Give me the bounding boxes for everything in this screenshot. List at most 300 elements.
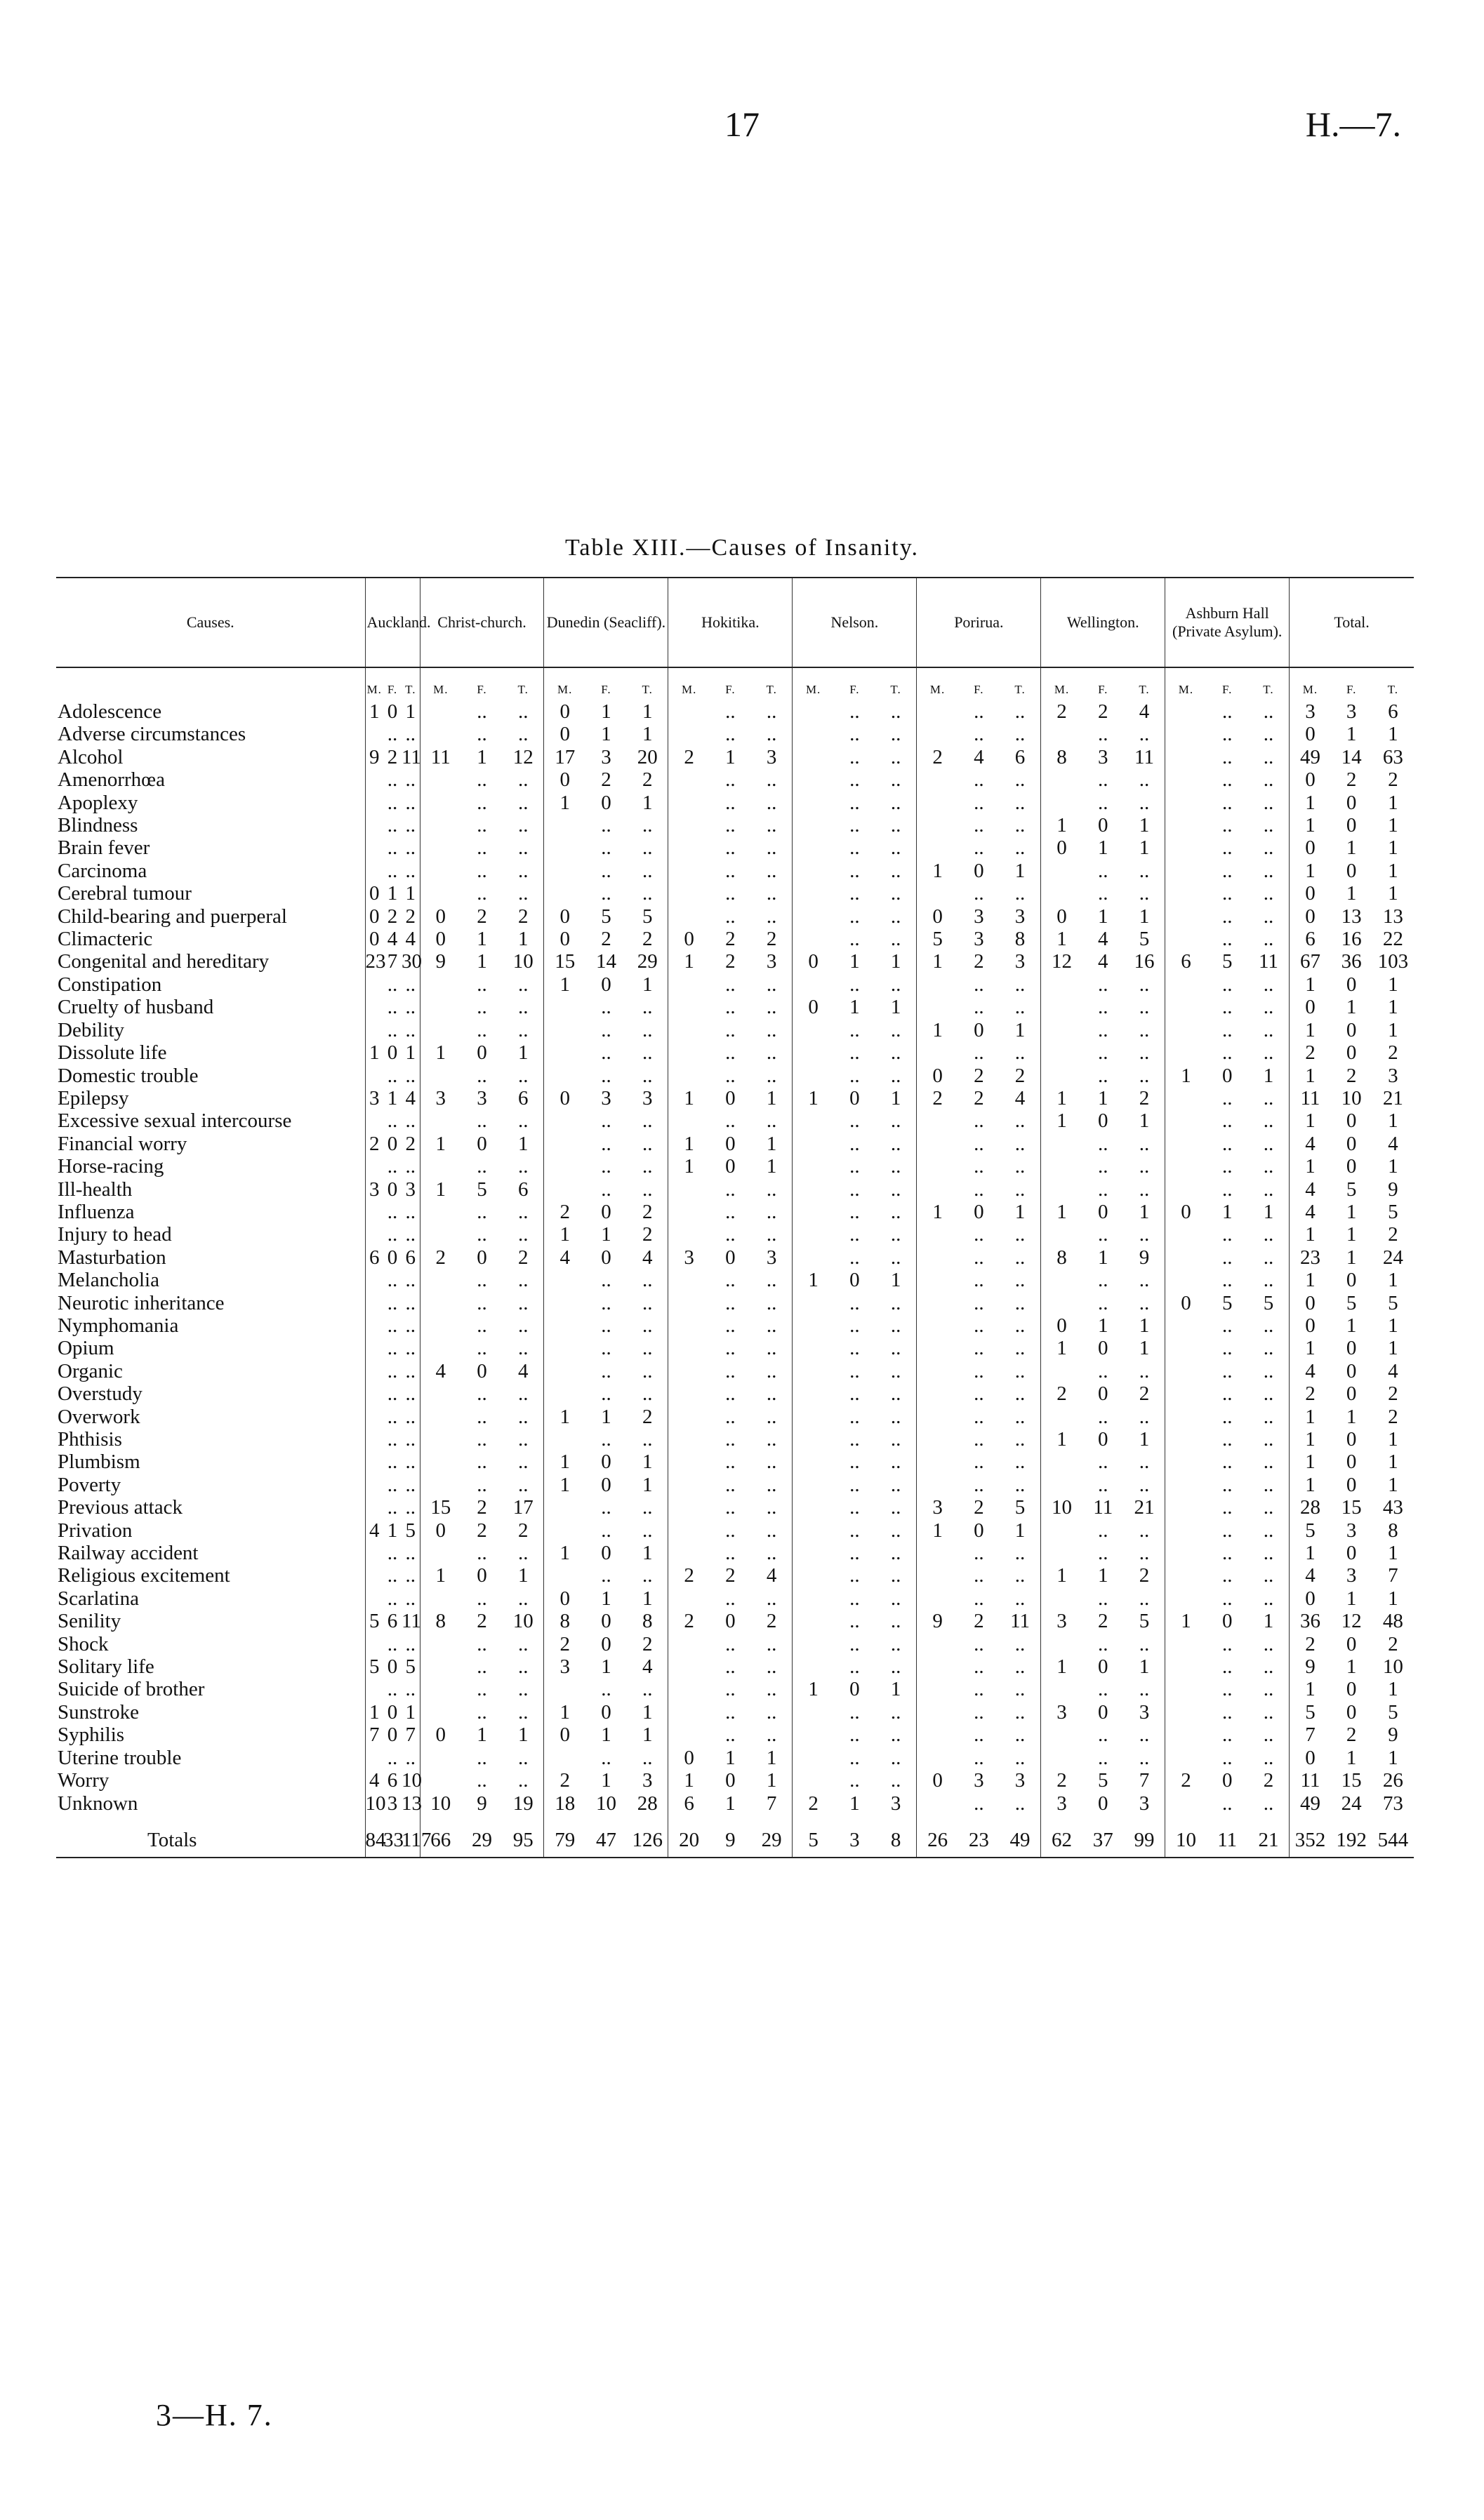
count-cell-f: ..	[387, 1269, 398, 1292]
count-cell-f: ..	[1098, 723, 1108, 746]
count-cell-m: 1	[1290, 1109, 1331, 1132]
count-cell-f: ..	[974, 1178, 984, 1201]
count-cell-m	[917, 1360, 958, 1382]
sex-subheader-m: M.	[1165, 667, 1207, 700]
count-cell-m	[365, 1337, 383, 1359]
count-cell-m: 4	[544, 1246, 585, 1269]
count-cell-f: 1	[601, 1405, 611, 1428]
table-row	[56, 1587, 1414, 1610]
count-cell-m	[668, 700, 710, 723]
count-cell-f: 0	[1346, 1632, 1357, 1655]
count-cell-m	[1041, 1041, 1082, 1064]
count-cell-f: 1	[387, 882, 398, 905]
sex-subheader-f: F.	[387, 683, 398, 696]
count-cell-m: 15	[544, 950, 585, 973]
count-cell-t: ..	[890, 1132, 901, 1155]
count-cell-f: 10	[595, 1792, 616, 1815]
count-cell-t: 1	[1139, 1109, 1150, 1133]
count-cell-m: 11	[420, 746, 461, 768]
count-cell-f: ..	[601, 1155, 611, 1178]
count-cell-m	[1041, 1678, 1082, 1700]
count-cell-t: 26	[1382, 1769, 1403, 1792]
count-cell-t: 9	[1139, 1246, 1150, 1269]
count-cell-f: 0	[1346, 1542, 1357, 1565]
count-cell-t: 1	[1014, 1018, 1026, 1041]
count-cell-f: 1	[477, 1724, 487, 1747]
count-cell-f: ..	[601, 996, 611, 1019]
count-cell-m: 0	[1165, 1201, 1207, 1223]
count-cell-m	[917, 723, 958, 745]
count-cell-t: ..	[405, 1314, 416, 1337]
count-cell-f: ..	[974, 768, 984, 792]
sex-subheader-f: F.	[1346, 683, 1357, 696]
count-cell-t: ..	[766, 1655, 777, 1679]
count-cell-t: ..	[1139, 882, 1150, 905]
count-cell-m: 3	[1041, 1701, 1082, 1724]
count-cell-f: ..	[1221, 1451, 1233, 1474]
count-cell-t: ..	[517, 1700, 529, 1724]
count-cell-f: 0	[725, 1086, 736, 1109]
count-cell-f: 0	[601, 1632, 611, 1655]
count-cell-f: 1	[1346, 1655, 1357, 1679]
count-cell-m: 2	[420, 1246, 461, 1269]
count-cell-t: ..	[1014, 1223, 1026, 1246]
count-cell-t: ..	[766, 1359, 777, 1382]
count-cell-f: ..	[387, 1382, 398, 1406]
count-cell-f: ..	[601, 1018, 611, 1041]
cause-label: Uterine trouble	[58, 1746, 182, 1769]
count-cell-t: 2	[766, 1610, 777, 1633]
count-cell-f: ..	[477, 1405, 487, 1428]
count-cell-f: 0	[601, 1473, 611, 1496]
count-cell-t: ..	[890, 1587, 901, 1610]
count-cell-m	[917, 1337, 958, 1359]
count-cell-f: ..	[477, 1678, 487, 1701]
count-cell-m: 4	[365, 1519, 383, 1542]
count-cell-m	[365, 1747, 383, 1769]
count-cell-t: ..	[642, 1382, 653, 1406]
count-cell-f: ..	[1098, 1587, 1108, 1610]
count-cell-t: ..	[766, 1405, 777, 1428]
count-cell-f: ..	[387, 859, 398, 882]
count-cell-m: 1	[1290, 1269, 1331, 1291]
count-cell-m: 1	[917, 860, 958, 882]
count-cell-f: 0	[725, 1132, 736, 1155]
count-cell-f: 5	[1221, 1291, 1233, 1314]
count-cell-t: 6	[1388, 700, 1398, 723]
count-cell-m	[917, 1542, 958, 1564]
count-cell-m: 0	[544, 1724, 585, 1746]
count-cell-f: ..	[1221, 928, 1233, 951]
count-cell-t: ..	[1139, 1155, 1150, 1178]
count-cell-t: ..	[1263, 1041, 1274, 1065]
count-cell-t: 2	[517, 905, 529, 928]
count-cell-t: ..	[642, 882, 653, 905]
count-cell-f: 2	[387, 905, 398, 928]
count-cell-t: 1	[766, 1769, 777, 1792]
count-cell-f: 11	[1093, 1496, 1113, 1519]
count-cell-f: ..	[1221, 882, 1233, 905]
count-cell-t: ..	[642, 996, 653, 1019]
count-cell-t: ..	[890, 1542, 901, 1565]
count-cell-f: ..	[477, 723, 487, 746]
count-cell-f: ..	[1221, 836, 1233, 860]
count-cell-t: ..	[1263, 859, 1274, 882]
count-cell-m	[793, 723, 834, 745]
count-cell-t: 1	[1139, 1314, 1150, 1337]
count-cell-m: 0	[917, 905, 958, 928]
count-cell-t: ..	[1263, 1519, 1274, 1542]
cause-label: Privation	[58, 1519, 133, 1542]
count-cell-t: ..	[1263, 1359, 1274, 1382]
count-cell-t: ..	[1263, 1132, 1274, 1155]
count-cell-m: 18	[544, 1792, 585, 1815]
count-cell-m	[917, 1133, 958, 1155]
count-cell-f: ..	[974, 973, 984, 996]
count-cell-t: ..	[405, 1155, 416, 1178]
count-cell-m	[1165, 1724, 1207, 1746]
count-cell-t: ..	[1014, 1632, 1026, 1655]
count-cell-f: ..	[1221, 1359, 1233, 1382]
count-cell-m	[1165, 1519, 1207, 1542]
count-cell-f: 1	[1346, 1405, 1357, 1428]
count-cell-m: 0	[1041, 836, 1082, 859]
count-cell-f: ..	[849, 1632, 860, 1655]
count-cell-t: ..	[890, 1223, 901, 1246]
count-cell-t: ..	[890, 1155, 901, 1178]
table-row	[56, 1724, 1414, 1746]
count-cell-f: ..	[387, 723, 398, 746]
count-cell-t: 1	[1388, 1678, 1398, 1701]
count-cell-t: 19	[512, 1792, 534, 1815]
count-cell-f: ..	[725, 1428, 736, 1451]
table-title: Table XIII.—Causes of Insanity.	[564, 535, 920, 561]
count-cell-m	[1165, 1633, 1207, 1655]
count-cell-m	[917, 996, 958, 1018]
cause-label: Brain fever	[58, 836, 150, 860]
count-cell-f: 0	[725, 1155, 736, 1178]
count-cell-t: ..	[766, 1542, 777, 1565]
count-cell-t: ..	[1263, 768, 1274, 792]
count-cell-m: 1	[544, 1451, 585, 1473]
count-cell-m: 0	[1290, 882, 1331, 905]
count-cell-t: 2	[642, 1200, 653, 1223]
count-cell-t: 5	[1014, 1496, 1026, 1519]
count-cell-t: ..	[517, 1587, 529, 1610]
table-row	[56, 1201, 1414, 1223]
count-cell-m: 0	[668, 928, 710, 950]
count-cell-f: ..	[387, 1451, 398, 1474]
count-cell-t: ..	[642, 859, 653, 882]
group-header-hokitika: Hokitika.	[668, 578, 793, 667]
count-cell-t: ..	[517, 1291, 529, 1314]
count-cell-t: 8	[1014, 928, 1026, 951]
count-cell-f: 3	[601, 1086, 611, 1109]
count-cell-f: ..	[601, 1041, 611, 1065]
count-cell-f: 0	[725, 1610, 736, 1633]
count-cell-m: 4	[365, 1769, 383, 1792]
count-cell-m	[917, 768, 958, 791]
count-cell-m: 2	[917, 1087, 958, 1109]
cause-label: Scarlatina	[58, 1587, 139, 1610]
count-cell-f: ..	[849, 723, 860, 746]
table-row	[56, 700, 1414, 723]
count-cell-m: 0	[544, 905, 585, 928]
count-cell-m	[793, 1406, 834, 1428]
count-cell-m	[420, 1701, 461, 1724]
count-cell-t: ..	[517, 1200, 529, 1223]
count-cell-f: 0	[477, 1132, 487, 1155]
count-cell-f: ..	[1221, 905, 1233, 928]
count-cell-f: ..	[849, 745, 860, 768]
sex-subheader-f: F.	[1222, 683, 1233, 696]
count-cell-t: ..	[1263, 745, 1274, 768]
count-cell-f: ..	[725, 1064, 736, 1087]
count-cell-t: 103	[1377, 950, 1409, 973]
cause-label: Overwork	[58, 1405, 140, 1428]
count-cell-f: ..	[725, 1200, 736, 1223]
count-cell-t: 2	[1388, 1041, 1398, 1065]
count-cell-f: 15	[1341, 1769, 1362, 1792]
count-cell-m	[544, 1496, 585, 1519]
count-cell-t: 3	[642, 1769, 653, 1792]
count-cell-t: 95	[503, 1815, 544, 1858]
count-cell-m: 0	[793, 950, 834, 973]
count-cell-m: 11	[1290, 1769, 1331, 1792]
count-cell-m	[1041, 1474, 1082, 1496]
count-cell-f: ..	[974, 723, 984, 746]
count-cell-t: ..	[405, 768, 416, 792]
count-cell-f: ..	[974, 836, 984, 860]
count-cell-f: ..	[974, 1700, 984, 1724]
table-row	[56, 1542, 1414, 1564]
count-cell-m	[793, 1769, 834, 1792]
footer-reference: 3—H. 7.	[156, 2398, 273, 2432]
count-cell-t: 2	[1388, 1223, 1398, 1246]
count-cell-f: 0	[1221, 1769, 1233, 1792]
count-cell-m: 5	[1290, 1701, 1331, 1724]
count-cell-m	[793, 1133, 834, 1155]
count-cell-t: 1	[1388, 859, 1398, 882]
count-cell-f: ..	[387, 1678, 398, 1701]
count-cell-t: ..	[517, 1018, 529, 1041]
group-header-ashburn-hall: Ashburn Hall (Private Asylum).	[1165, 578, 1290, 667]
count-cell-m	[420, 700, 461, 723]
count-cell-t: ..	[405, 973, 416, 996]
count-cell-m: 1	[365, 1701, 383, 1724]
count-cell-f: ..	[387, 1632, 398, 1655]
count-cell-f: 1	[725, 1792, 736, 1815]
count-cell-f: ..	[849, 1542, 860, 1565]
cause-label: Injury to head	[58, 1223, 172, 1246]
count-cell-t: ..	[890, 836, 901, 860]
count-cell-t: ..	[890, 791, 901, 814]
count-cell-m	[1165, 1474, 1207, 1496]
count-cell-m	[793, 814, 834, 836]
table-row	[56, 973, 1414, 996]
count-cell-f: 0	[601, 1451, 611, 1474]
count-cell-t: ..	[1014, 768, 1026, 792]
count-cell-m: 4	[1290, 1201, 1331, 1223]
count-cell-m	[420, 1451, 461, 1473]
count-cell-f: ..	[1098, 859, 1108, 882]
table-row	[56, 1633, 1414, 1655]
count-cell-m	[917, 1382, 958, 1405]
count-cell-f: ..	[387, 1018, 398, 1041]
count-cell-m: 10	[1041, 1496, 1082, 1519]
count-cell-m: 1	[1041, 1087, 1082, 1109]
count-cell-m: 0	[544, 723, 585, 745]
count-cell-f: 0	[849, 1086, 860, 1109]
count-cell-t: ..	[517, 1451, 529, 1474]
count-cell-t: ..	[766, 1632, 777, 1655]
count-cell-m	[420, 1019, 461, 1041]
count-cell-t: ..	[890, 1564, 901, 1587]
count-cell-f: ..	[601, 836, 611, 860]
count-cell-f: ..	[477, 1632, 487, 1655]
cause-label: Alcohol	[58, 745, 124, 768]
count-cell-f: ..	[387, 973, 398, 996]
count-cell-t: ..	[766, 859, 777, 882]
count-cell-f: ..	[1098, 1178, 1108, 1201]
count-cell-f: 0	[477, 1359, 487, 1382]
count-cell-t: ..	[1014, 1246, 1026, 1269]
group-header-total: Total.	[1290, 578, 1414, 667]
count-cell-t: ..	[517, 1337, 529, 1360]
count-cell-t: ..	[642, 1269, 653, 1292]
count-cell-t: 20	[637, 745, 658, 768]
count-cell-f: ..	[849, 1724, 860, 1747]
count-cell-m	[365, 1360, 383, 1382]
count-cell-f: ..	[849, 1314, 860, 1337]
count-cell-m: 20	[668, 1815, 710, 1858]
count-cell-m	[668, 1474, 710, 1496]
sex-subheader-m: M.	[668, 667, 710, 700]
count-cell-f: ..	[1098, 1359, 1108, 1382]
count-cell-t: ..	[1263, 723, 1274, 746]
count-cell-f: 9	[710, 1815, 751, 1858]
count-cell-f: 1	[1346, 723, 1357, 746]
count-cell-f: ..	[725, 1451, 736, 1474]
count-cell-m	[668, 1337, 710, 1359]
table-row	[56, 1041, 1414, 1064]
count-cell-m	[793, 973, 834, 996]
table-row	[56, 1792, 1414, 1815]
count-cell-t: 4	[405, 928, 416, 951]
count-cell-t: ..	[1139, 1746, 1150, 1769]
count-cell-f: 24	[1341, 1792, 1362, 1815]
count-cell-f: ..	[849, 1473, 860, 1496]
count-cell-f: 1	[601, 1223, 611, 1246]
count-cell-t: 2	[405, 1132, 416, 1155]
count-cell-t: ..	[1139, 1223, 1150, 1246]
count-cell-f: ..	[725, 791, 736, 814]
count-cell-m: 1	[668, 950, 710, 973]
count-cell-t: ..	[1263, 836, 1274, 860]
count-cell-m	[544, 996, 585, 1018]
count-cell-m: 1	[1290, 792, 1331, 814]
count-cell-f: ..	[387, 1291, 398, 1314]
count-cell-m	[420, 836, 461, 859]
count-cell-f: 1	[601, 1587, 611, 1610]
count-cell-m	[1165, 1655, 1207, 1678]
sex-subheader-m: M.	[1041, 667, 1082, 700]
count-cell-t: ..	[890, 1109, 901, 1133]
count-cell-m: 1	[1041, 814, 1082, 836]
count-cell-f: ..	[1221, 1496, 1233, 1519]
count-cell-f: ..	[477, 791, 487, 814]
count-cell-f: ..	[387, 814, 398, 837]
count-cell-m	[544, 836, 585, 859]
count-cell-f: ..	[1098, 791, 1108, 814]
count-cell-f: ..	[387, 996, 398, 1019]
count-cell-f: ..	[974, 1473, 984, 1496]
count-cell-t: ..	[1263, 1428, 1274, 1451]
count-cell-m	[365, 1155, 383, 1178]
count-cell-m: 0	[420, 928, 461, 950]
count-cell-t: 1	[1014, 859, 1026, 882]
count-cell-t: 5	[1388, 1291, 1398, 1314]
count-cell-t: 3	[766, 1246, 777, 1269]
count-cell-f: ..	[1098, 1451, 1108, 1474]
count-cell-t: 7	[1139, 1769, 1150, 1792]
count-cell-t: ..	[1014, 996, 1026, 1019]
count-cell-t: ..	[1014, 882, 1026, 905]
count-cell-t: ..	[517, 791, 529, 814]
count-cell-t: ..	[1263, 1405, 1274, 1428]
count-cell-f: 2	[387, 745, 398, 768]
group-header-auckland: Auckland.	[365, 578, 420, 667]
count-cell-f: ..	[1098, 973, 1108, 996]
count-cell-f: ..	[1098, 1018, 1108, 1041]
cause-label: Shock	[58, 1632, 109, 1655]
count-cell-m	[668, 836, 710, 859]
count-cell-m	[365, 996, 383, 1018]
count-cell-m	[793, 1519, 834, 1542]
count-cell-t: 4	[766, 1564, 777, 1587]
count-cell-f: ..	[477, 814, 487, 837]
group-header-row	[56, 578, 1414, 667]
count-cell-f: ..	[974, 1428, 984, 1451]
count-cell-m: 1	[1290, 1155, 1331, 1178]
count-cell-f: 5	[1346, 1178, 1357, 1201]
count-cell-f: 0	[1346, 1428, 1357, 1451]
count-cell-t: ..	[1014, 1542, 1026, 1565]
count-cell-m	[917, 1428, 958, 1451]
count-cell-m: 28	[1290, 1496, 1331, 1519]
count-cell-f: 2	[725, 928, 736, 951]
count-cell-m: 0	[1290, 1292, 1331, 1314]
count-cell-f: 0	[601, 1610, 611, 1633]
count-cell-f: ..	[974, 1542, 984, 1565]
count-cell-f: ..	[725, 1405, 736, 1428]
count-cell-f: ..	[1221, 1018, 1233, 1041]
count-cell-m	[793, 1496, 834, 1519]
count-cell-m: 15	[420, 1496, 461, 1519]
count-cell-m: 1	[365, 700, 383, 723]
count-cell-f: 2	[601, 928, 611, 951]
subheader-spacer	[56, 667, 365, 700]
count-cell-t: ..	[642, 1746, 653, 1769]
count-cell-t: ..	[1014, 973, 1026, 996]
count-cell-f: ..	[601, 1564, 611, 1587]
count-cell-f: ..	[974, 1223, 984, 1246]
count-cell-f: ..	[1098, 1291, 1108, 1314]
count-cell-m	[793, 1314, 834, 1337]
count-cell-m: 3	[420, 1087, 461, 1109]
count-cell-f: ..	[849, 1382, 860, 1406]
count-cell-m	[668, 1724, 710, 1746]
